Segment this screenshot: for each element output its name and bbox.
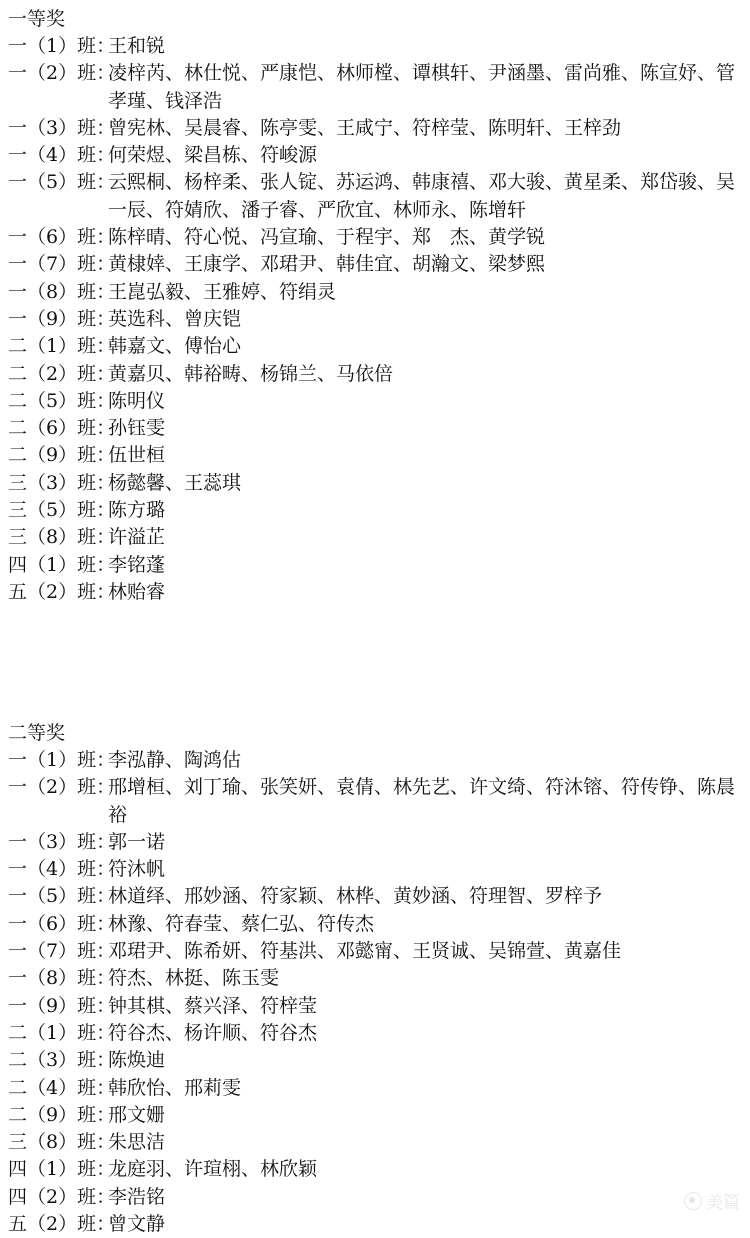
class-label: 三（3）班： bbox=[8, 471, 116, 494]
student-names: 朱思洁 bbox=[108, 1131, 166, 1154]
entry-list bbox=[8, 33, 742, 606]
list-item bbox=[8, 415, 742, 442]
list-item bbox=[8, 224, 742, 251]
class-label: 二（1）班： bbox=[8, 1021, 116, 1044]
list-item bbox=[8, 911, 742, 938]
class-label: 一（2）班： bbox=[8, 776, 116, 799]
list-item bbox=[8, 1129, 742, 1156]
watermark bbox=[684, 1188, 740, 1213]
list-item bbox=[8, 279, 742, 306]
student-names: 英选科、曾庆铠 bbox=[108, 307, 242, 330]
list-item bbox=[8, 388, 742, 415]
student-names: 许溢芷 bbox=[108, 526, 166, 549]
student-names: 龙庭羽、许瑄栩、林欣颖 bbox=[108, 1158, 318, 1181]
student-names: 杨懿馨、王蕊琪 bbox=[108, 471, 242, 494]
student-names: 韩欣怡、邢莉雯 bbox=[108, 1076, 242, 1099]
class-label: 一（5）班： bbox=[8, 171, 116, 194]
student-names: 邓珺尹、陈希妍、符基洪、邓懿甯、王贤诚、吴锦萱、黄嘉佳 bbox=[108, 940, 622, 963]
class-label: 二（3）班： bbox=[8, 1049, 116, 1072]
student-names: 符谷杰、杨许顺、符谷杰 bbox=[108, 1021, 318, 1044]
student-names: 邢增桓、刘丁瑜、张笑妍、袁倩、林先艺、许文绮、符沐镕、符传铮、陈晨裕 bbox=[108, 776, 736, 826]
student-names: 李铭蓬 bbox=[108, 553, 166, 576]
class-label: 三（8）班： bbox=[8, 1131, 116, 1154]
student-names: 何荣煜、梁昌栋、符峻源 bbox=[108, 144, 318, 167]
student-names: 凌梓芮、林仕悦、严康恺、林师樘、谭棋轩、尹涵墨、雷尚雅、陈宣妤、管孝瑾、钱泽浩 bbox=[108, 62, 736, 112]
list-item bbox=[8, 251, 742, 278]
class-label: 三（8）班： bbox=[8, 526, 116, 549]
list-item bbox=[8, 883, 742, 910]
class-label: 二（9）班： bbox=[8, 1103, 116, 1126]
student-names: 伍世桓 bbox=[108, 444, 166, 467]
list-item bbox=[8, 1156, 742, 1183]
list-item bbox=[8, 442, 742, 469]
class-label: 一（4）班： bbox=[8, 858, 116, 881]
class-label: 一（9）班： bbox=[8, 307, 116, 330]
list-item bbox=[8, 169, 742, 224]
student-names: 黄棣婞、王康学、邓珺尹、韩佳宜、胡瀚文、梁梦熙 bbox=[108, 253, 546, 276]
student-names: 王和锐 bbox=[108, 35, 166, 57]
student-names: 林道绎、邢妙涵、符家颖、林桦、黄妙涵、符理智、罗梓予 bbox=[108, 885, 603, 908]
section-title: 二等奖 bbox=[8, 722, 66, 744]
student-names: 云熙桐、杨梓柔、张人锭、苏运鸿、韩康禧、邓大骏、黄星柔、郑岱骏、吴一辰、符婧欣、潘子睿、严欣宜、林师永、陈增轩 bbox=[108, 171, 736, 221]
meipian-logo-icon bbox=[684, 1192, 702, 1210]
first-prize-section bbox=[8, 6, 742, 606]
student-names: 韩嘉文、傅怡心 bbox=[108, 335, 242, 358]
list-item bbox=[8, 1047, 742, 1074]
class-label: 一（9）班： bbox=[8, 994, 116, 1017]
class-label: 一（8）班： bbox=[8, 280, 116, 303]
list-item bbox=[8, 1211, 742, 1238]
class-label: 五（2）班： bbox=[8, 580, 116, 603]
student-names: 邢文姗 bbox=[108, 1103, 166, 1126]
class-label: 二（4）班： bbox=[8, 1076, 116, 1099]
list-item bbox=[8, 1102, 742, 1129]
list-item bbox=[8, 470, 742, 497]
student-names: 林豫、符春莹、蔡仁弘、符传杰 bbox=[108, 912, 375, 935]
student-names: 林贻睿 bbox=[108, 580, 166, 603]
student-names: 陈焕迪 bbox=[108, 1049, 166, 1072]
list-item bbox=[8, 497, 742, 524]
list-item bbox=[8, 142, 742, 169]
student-names: 符杰、林挺、陈玉雯 bbox=[108, 967, 280, 990]
student-names: 陈明仪 bbox=[108, 389, 166, 412]
class-label: 一（1）班： bbox=[8, 35, 116, 57]
class-label: 四（2）班： bbox=[8, 1185, 116, 1208]
student-names: 钟其棋、蔡兴泽、符梓莹 bbox=[108, 994, 318, 1017]
list-item bbox=[8, 1020, 742, 1047]
class-label: 一（3）班： bbox=[8, 830, 116, 853]
entry-list bbox=[8, 747, 742, 1238]
student-names: 陈方璐 bbox=[108, 499, 166, 522]
class-label: 二（2）班： bbox=[8, 362, 116, 385]
list-item bbox=[8, 1184, 742, 1211]
class-label: 二（5）班： bbox=[8, 389, 116, 412]
list-item bbox=[8, 33, 742, 60]
class-label: 一（4）班： bbox=[8, 144, 116, 167]
list-item bbox=[8, 829, 742, 856]
list-item bbox=[8, 306, 742, 333]
student-names: 孙钰雯 bbox=[108, 417, 166, 440]
list-item bbox=[8, 993, 742, 1020]
class-label: 一（5）班： bbox=[8, 885, 116, 908]
student-names: 符沐帆 bbox=[108, 858, 166, 881]
student-names: 黄嘉贝、韩裕畴、杨锦兰、马依倍 bbox=[108, 362, 394, 385]
section-title: 一等奖 bbox=[8, 8, 66, 30]
list-item bbox=[8, 361, 742, 388]
list-item bbox=[8, 747, 742, 774]
class-label: 一（2）班： bbox=[8, 62, 116, 85]
list-item bbox=[8, 524, 742, 551]
class-label: 一（1）班： bbox=[8, 749, 116, 771]
list-item bbox=[8, 115, 742, 142]
watermark-text: 美篇 bbox=[706, 1193, 740, 1213]
student-names: 陈梓晴、符心悦、冯宣瑜、于程宇、郑 杰、黄学锐 bbox=[108, 226, 546, 249]
list-item bbox=[8, 938, 742, 965]
class-label: 一（6）班： bbox=[8, 226, 116, 249]
student-names: 李浩铭 bbox=[108, 1185, 166, 1208]
class-label: 一（8）班： bbox=[8, 967, 116, 990]
list-item bbox=[8, 965, 742, 992]
class-label: 二（6）班： bbox=[8, 417, 116, 440]
student-names: 曾文静 bbox=[108, 1213, 166, 1236]
list-item bbox=[8, 774, 742, 829]
list-item bbox=[8, 333, 742, 360]
list-item bbox=[8, 1075, 742, 1102]
list-item bbox=[8, 856, 742, 883]
student-names: 郭一诺 bbox=[108, 830, 166, 853]
class-label: 四（1）班： bbox=[8, 553, 116, 576]
student-names: 李泓静、陶鸿估 bbox=[108, 749, 242, 771]
class-label: 五（2）班： bbox=[8, 1213, 116, 1236]
class-label: 二（1）班： bbox=[8, 335, 116, 358]
list-item bbox=[8, 579, 742, 606]
list-item bbox=[8, 552, 742, 579]
class-label: 三（5）班： bbox=[8, 499, 116, 522]
class-label: 四（1）班： bbox=[8, 1158, 116, 1181]
class-label: 一（6）班： bbox=[8, 912, 116, 935]
class-label: 一（7）班： bbox=[8, 253, 116, 276]
student-names: 曾宪林、吴晨睿、陈亭雯、王咸宁、符梓莹、陈明轩、王梓劲 bbox=[108, 116, 622, 139]
list-item bbox=[8, 60, 742, 115]
second-prize-section bbox=[8, 720, 742, 1238]
class-label: 一（3）班： bbox=[8, 116, 116, 139]
class-label: 一（7）班： bbox=[8, 940, 116, 963]
student-names: 王崑弘毅、王雅婷、符绢灵 bbox=[108, 280, 337, 303]
class-label: 二（9）班： bbox=[8, 444, 116, 467]
